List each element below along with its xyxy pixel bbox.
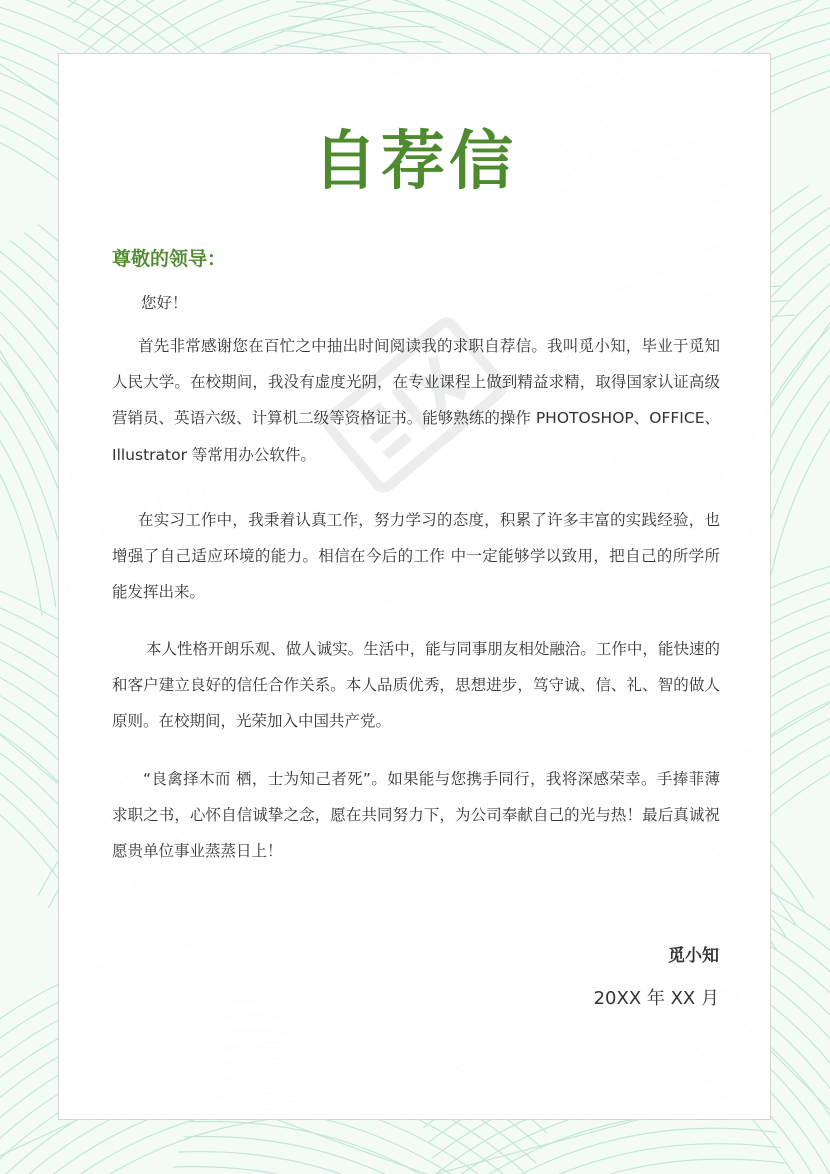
paragraph-closing: “良禽择木而 栖，士为知己者死”。如果能与您携手同行，我将深感荣幸。手捧菲薄求职之书，心怀自信诚挚之念，愿在共同努力下，为公司奉献自己的光与热！最后真诚祝愿贵单位事业蒸蒸日上！ [112,770,720,861]
signature-name: 觅小知 [668,946,719,966]
paragraph-internship: 在实习工作中，我秉着认真工作，努力学习的态度，积累了许多丰富的实践经验，也增强了自己适应环境的能力。相信在今后的工作 中一定能够学以致用，把自己的所学所能发挥出来。 [112,511,720,602]
paragraph-intro: 首先非常感谢您在百忙之中抽出时间阅读我的求职自荐信。我叫觅小知，毕业于觅知人民大学。在校期间，我没有虚度光阴，在专业课程上做到精益求精，取得国家认证高级营销员、英语六级、计算机二级等资格证书。能够熟练的操作 PHOTOSHOP、OFFICE、Illustrator 等常用办公软件。 [112,337,720,464]
paragraph-character: 本人性格开朗乐观、做人诚实。生活中，能与同事朋友相处融洽。工作中，能快速的和客户建立良好的信任合作关系。本人品质优秀，思想进步，笃守诚、信、礼、智的做人原则。在校期间，光荣加入中国共产党。 [112,640,720,731]
greeting: 您好！ [141,294,188,312]
letter-title: 自荐信 [313,125,517,199]
signature-date: 20XX 年 XX 月 [593,988,719,1009]
salutation: 尊敬的领导： [112,248,227,270]
